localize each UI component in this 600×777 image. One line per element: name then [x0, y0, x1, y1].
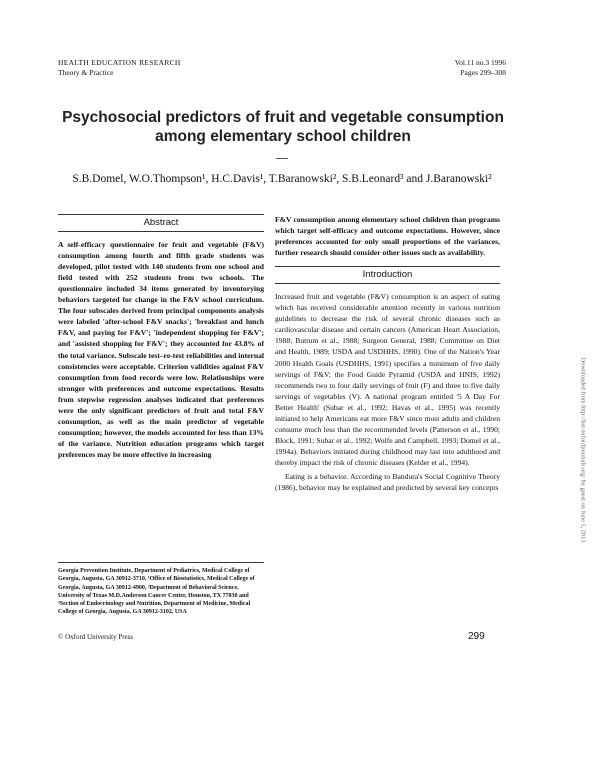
volume-info: Vol.11 no.3 1996	[454, 58, 506, 67]
introduction-paragraph-2: Eating is a behavior. According to Bandura's Social Cognitive Theory (1986), behavior may be explained and predicted by several key concepts	[275, 471, 500, 493]
author-list: S.B.Domel, W.O.Thompson¹, H.C.Davis¹, T.Baranowski², S.B.Leonard³ and J.Baranowski²	[72, 173, 492, 185]
left-column	[58, 214, 264, 460]
abstract-text-continued: F&V consumption among elementary school children than programs which target self-efficacy and outcome expectations. However, since preferences accounted for only small proportions of the variances, further research should consider other issues such as availability.	[275, 215, 500, 258]
journal-header	[58, 58, 181, 78]
introduction-heading: Introduction	[275, 266, 500, 284]
paper-title: Psychosocial predictors of fruit and vegetable consumption among elementary school children	[62, 109, 504, 145]
abstract-continued	[275, 214, 500, 258]
abstract-text: A self-efficacy questionnaire for fruit and vegetable (F&V) consumption among fourth and fifth grade students was developed, pilot tested with 140 students from one school and field tested with 252 students from two schools. The questionnaire included 34 items generated by inventorying behaviors targeted for change in the F&V school curriculum. The four subscales derived from principal components analysis were labeled 'after-school F&V snacks'; 'breakfast and lunch F&V, and paying for F&V'; 'independent shopping for F&V'; and 'assisted shopping for F&V'; they accounted for 43.8% of the total variance. Subscale test–re-test reliabilities and internal consistencies were acceptable. Criterion validities against F&V consumption from food records were low. Relationships were stronger with preferences and outcome expectations. Results from stepwise regression analyses indicated that preferences were the only significant predictors of fruit and total F&V consumption, as well as the main predictor of vegetable consumption; however, the models accounted for less than 13% of the variance. Nutrition education programs which target preferences may be more effective in increasing	[58, 240, 264, 459]
title-divider	[276, 158, 288, 159]
abstract-heading: Abstract	[58, 214, 264, 232]
download-watermark: Downloaded from http://her.oxfordjournals.org/ by guest on June 5, 2013	[579, 357, 587, 543]
page-number: 299	[468, 631, 485, 642]
introduction-body	[275, 291, 500, 493]
abstract-body	[58, 239, 264, 460]
page-range: Pages 299–308	[460, 68, 506, 77]
affiliations: Georgia Prevention Institute, Department of Pediatrics, Medical College of Georgia, Augusta, GA 30912-3710, ¹Office of Biostatistics, Medical College of Georgia, Augusta, GA 30912-4900, ²Department of Behavioral Science, University of Texas M.D.Anderson Cancer Center, Houston, TX 77030 and ³Section of Endocrinology and Nutrition, Department of Medicine, Medical College of Georgia, Augusta, GA 30912-3102, USA	[58, 562, 264, 617]
issue-info	[455, 58, 506, 78]
journal-name: HEALTH EDUCATION RESEARCH	[58, 58, 181, 67]
right-column	[275, 214, 500, 493]
journal-subtitle: Theory & Practice	[58, 68, 114, 77]
introduction-paragraph-1: Increased fruit and vegetable (F&V) consumption is an aspect of eating which has received considerable attention recently in various nutrition guidelines to decrease the risk of several chronic diseases such as cardiovascular disease and certain cancers (American Heart Association, 1988; Butrum et al., 1988; Surgeon General, 1988; Committee on Diet and Health, 1989; USDA and USDHHS, 1990). One of the Nation's Year 2000 Health Goals (USDHHS, 1991) specifies a minimum of five daily servings of F&V; the Food Guide Pyramid (USDA and HNIS, 1992) recommends two to four daily servings of fruit (F) and three to five daily servings of vegetables (V). A national program entitled '5 A Day For Better Health' (Subar et al., 1992; Havas et al., 1995) was recently initiated to help Americans eat more F&V since most adults and children consume much less than the recommended levels (Patterson et al., 1990; Block, 1991; Subar et al., 1992; Wolfe and Campbell, 1993; Domel et al., 1994a). Behaviors initiated during childhood may last into adulthood and thereby impact the risk of chronic diseases (Kelder et al., 1994).	[275, 292, 500, 467]
copyright-notice: © Oxford University Press	[58, 633, 134, 641]
